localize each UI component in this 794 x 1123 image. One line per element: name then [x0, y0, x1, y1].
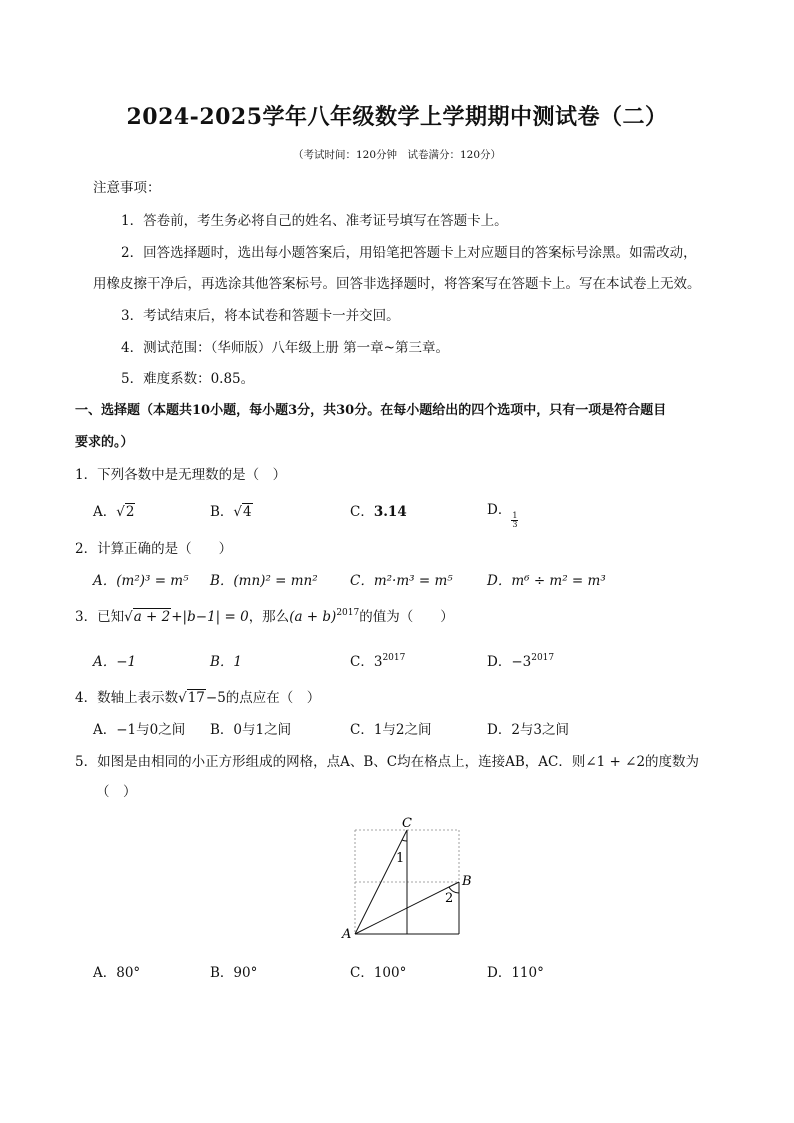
q2-option-c: C．m²·m³ = m⁵ — [350, 573, 453, 589]
q3-option-c: C．$3^{2017}$ — [350, 653, 406, 670]
grid-figure — [338, 810, 488, 945]
q2-option-a: A．(m²)³ = m⁵ — [93, 573, 189, 589]
question-4-stem: 4．数轴上表示数√17−5的点应在（ ） — [75, 690, 321, 706]
note-item: 3．考试结束后，将本试卷和答题卡一并交回。 — [121, 308, 400, 324]
q3-option-b: B．1 — [210, 654, 243, 670]
q5-option-c: C．100° — [350, 965, 407, 981]
angle-2-label: 2 — [445, 891, 454, 906]
note-item: 4．测试范围：（华师版）八年级上册 第一章~第三章。 — [121, 340, 449, 356]
q2-option-b: B．(mn)² = mn² — [210, 573, 318, 589]
note-item: 2．回答选择题时，选出每小题答案后，用铅笔把答题卡上对应题目的答案标号涂黑。如需改动， — [121, 245, 697, 261]
point-c-label: C — [402, 816, 412, 831]
q5-option-a: A．80° — [93, 965, 141, 981]
section-heading: 一、选择题（本题共10小题，每小题3分，共30分。在每小题给出的四个选项中，只有一项是符合题目 — [75, 403, 667, 418]
q5-option-d: D．110° — [487, 965, 544, 981]
angle-1-arc — [402, 840, 407, 841]
question-3-stem: 3．已知√a + 2+|b−1| = 0，那么$(a + b)^{2017}$的值为（ ） — [75, 608, 454, 625]
note-item: 5．难度系数：0.85。 — [121, 371, 255, 387]
question-1-stem: 1．下列各数中是无理数的是（ ） — [75, 467, 287, 483]
angle-1-label: 1 — [396, 851, 405, 866]
question-5-stem-cont: （ ） — [96, 784, 137, 800]
section-heading-cont: 要求的。） — [75, 435, 134, 450]
q3-option-a: A．−1 — [93, 654, 137, 670]
page-title: 2024-2025学年八年级数学上学期期中测试卷（二） — [126, 104, 668, 130]
q3-option-d: D．$-3^{2017}$ — [487, 653, 555, 670]
q4-option-c: C．1与2之间 — [350, 722, 432, 738]
notes-heading: 注意事项： — [93, 180, 161, 196]
point-a-label: A — [342, 927, 352, 942]
exam-info: （考试时间：120分钟 试卷满分：120分） — [292, 149, 502, 161]
q4-option-d: D．2与3之间 — [487, 722, 570, 738]
question-2-stem: 2．计算正确的是（ ） — [75, 541, 233, 557]
q1-option-b: B．√4 — [210, 504, 252, 520]
q2-option-d: D．m⁶ ÷ m² = m³ — [487, 573, 606, 589]
q4-option-a: A．−1与0之间 — [93, 722, 186, 738]
point-b-label: B — [462, 874, 472, 889]
q1-option-a: A．√2 — [93, 504, 135, 520]
note-item: 用橡皮擦干净后，再选涂其他答案标号。回答非选择题时，将答案写在答题卡上。写在本试卷上无效。 — [93, 276, 701, 292]
q5-option-b: B．90° — [210, 965, 258, 981]
note-item: 1．答卷前，考生务必将自己的姓名、准考证号填写在答题卡上。 — [121, 213, 508, 229]
q4-option-b: B．0与1之间 — [210, 722, 292, 738]
q1-option-c: C．3.14 — [350, 504, 407, 520]
question-5-stem: 5．如图是由相同的小正方形组成的网格，点A、B、C均在格点上，连接AB，AC．则∠1 + ∠2的度数为 — [75, 754, 700, 770]
q1-option-d: D． $\frac{1}{3}$ — [487, 502, 518, 529]
